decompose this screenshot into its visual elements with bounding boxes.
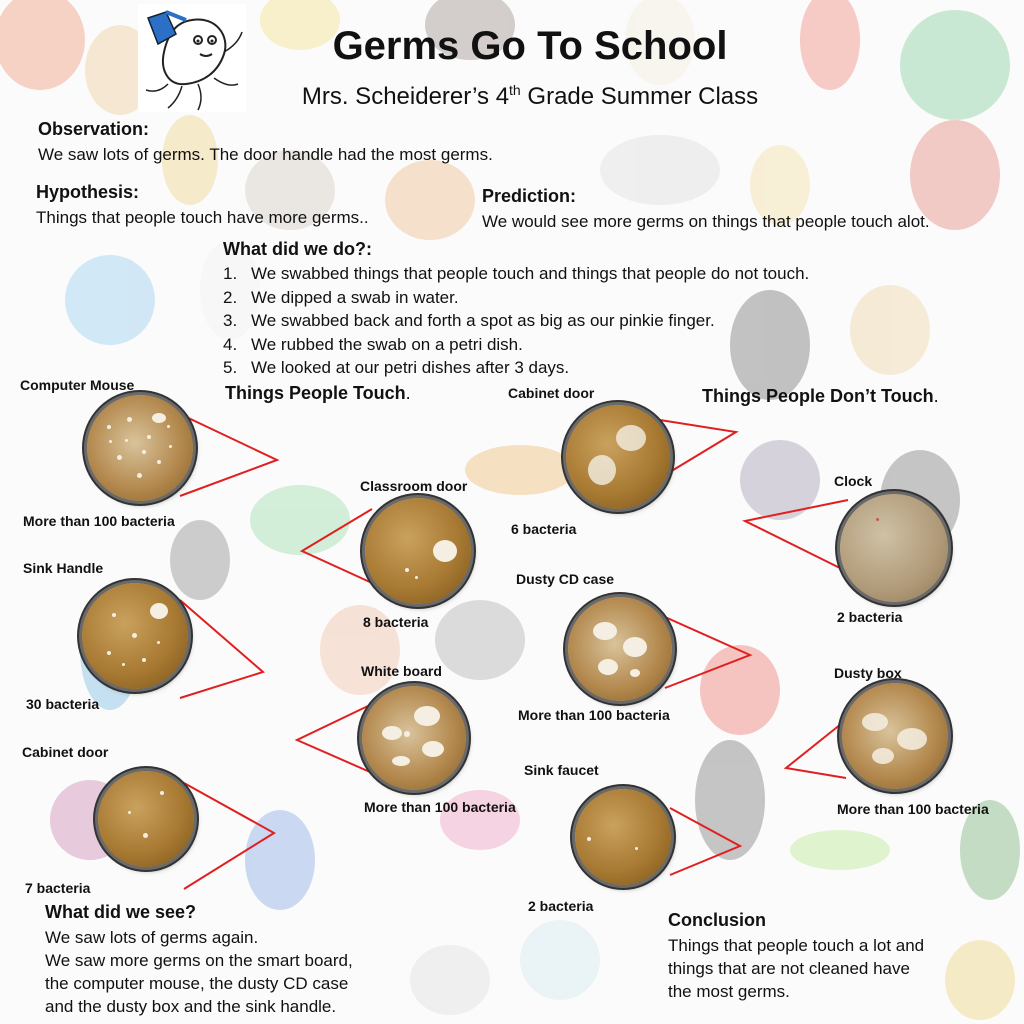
label-dusty-cd-case: Dusty CD case bbox=[516, 571, 615, 587]
page-title: Germs Go To School bbox=[332, 24, 728, 68]
method-heading: What did we do?: bbox=[223, 239, 372, 259]
notouch-heading: Things People Don’t Touch. bbox=[702, 386, 939, 406]
petri-dish-sink-faucet bbox=[575, 789, 671, 885]
method-step: 5. We looked at our petri dishes after 3 days. bbox=[223, 358, 570, 377]
petri-dish-sink-handle bbox=[82, 583, 188, 689]
hypothesis-heading: Hypothesis: bbox=[36, 182, 140, 202]
prediction-text: We would see more germs on things that people touch alot. bbox=[482, 212, 930, 231]
method-step: 4. We rubbed the swab on a petri dish. bbox=[223, 334, 523, 354]
petri-dish-dusty-cd-case bbox=[568, 597, 672, 701]
result-white-board: More than 100 bacteria bbox=[364, 799, 516, 815]
result-cabinet-door-mid: 6 bacteria bbox=[511, 521, 577, 537]
method-step: 1. We swabbed things that people touch and things that people do not touch. bbox=[223, 264, 810, 283]
petri-dish-white-board bbox=[362, 686, 466, 790]
observation-heading: Observation: bbox=[38, 119, 150, 139]
result-sink-faucet: 2 bacteria bbox=[528, 898, 594, 914]
petri-dish-clock bbox=[840, 494, 948, 602]
label-cabinet-door-mid: Cabinet door bbox=[508, 385, 595, 401]
label-sink-faucet: Sink faucet bbox=[524, 762, 599, 778]
observation-text: We saw lots of germs. The door handle had the most germs. bbox=[38, 145, 493, 164]
results-text: We saw lots of germs again. We saw more germs on the smart board, the computer mouse, the dusty CD case and the dusty box and the sink handle. bbox=[45, 928, 353, 1016]
results-heading: What did we see? bbox=[45, 902, 197, 922]
label-sink-handle: Sink Handle bbox=[23, 560, 104, 576]
hypothesis-text: Things that people touch have more germs.. bbox=[36, 208, 369, 227]
method-step: 2. We dipped a swab in water. bbox=[223, 287, 459, 307]
prediction-heading: Prediction: bbox=[482, 186, 577, 206]
label-computer-mouse: Computer Mouse bbox=[20, 377, 135, 393]
result-dusty-cd-case: More than 100 bacteria bbox=[518, 707, 670, 723]
touch-heading: Things People Touch. bbox=[225, 383, 411, 403]
result-classroom-door: 8 bacteria bbox=[363, 614, 429, 630]
label-dusty-box: Dusty box bbox=[834, 665, 902, 681]
label-cabinet-door-left: Cabinet door bbox=[22, 744, 109, 760]
conclusion-text: Things that people touch a lot and things that are not cleaned have the most germs. bbox=[668, 936, 925, 1001]
petri-dish-cabinet-door-left bbox=[98, 771, 194, 867]
page-subtitle: Mrs. Scheiderer’s 4th Grade Summer Class bbox=[301, 82, 759, 110]
label-white-board: White board bbox=[361, 663, 442, 679]
result-cabinet-door-left: 7 bacteria bbox=[25, 880, 91, 896]
method-step: 3. We swabbed back and forth a spot as big as our pinkie finger. bbox=[223, 311, 715, 330]
petri-dish-dusty-box bbox=[842, 683, 948, 789]
result-clock: 2 bacteria bbox=[837, 609, 903, 625]
petri-dish-cabinet-door-mid bbox=[566, 405, 670, 509]
result-sink-handle: 30 bacteria bbox=[26, 696, 100, 712]
conclusion-heading: Conclusion bbox=[668, 910, 766, 930]
label-clock: Clock bbox=[834, 473, 873, 489]
petri-dish-classroom-door bbox=[365, 498, 471, 604]
label-classroom-door: Classroom door bbox=[360, 478, 468, 494]
petri-dish-computer-mouse bbox=[87, 395, 193, 501]
result-computer-mouse: More than 100 bacteria bbox=[23, 513, 175, 529]
result-dusty-box: More than 100 bacteria bbox=[837, 801, 989, 817]
